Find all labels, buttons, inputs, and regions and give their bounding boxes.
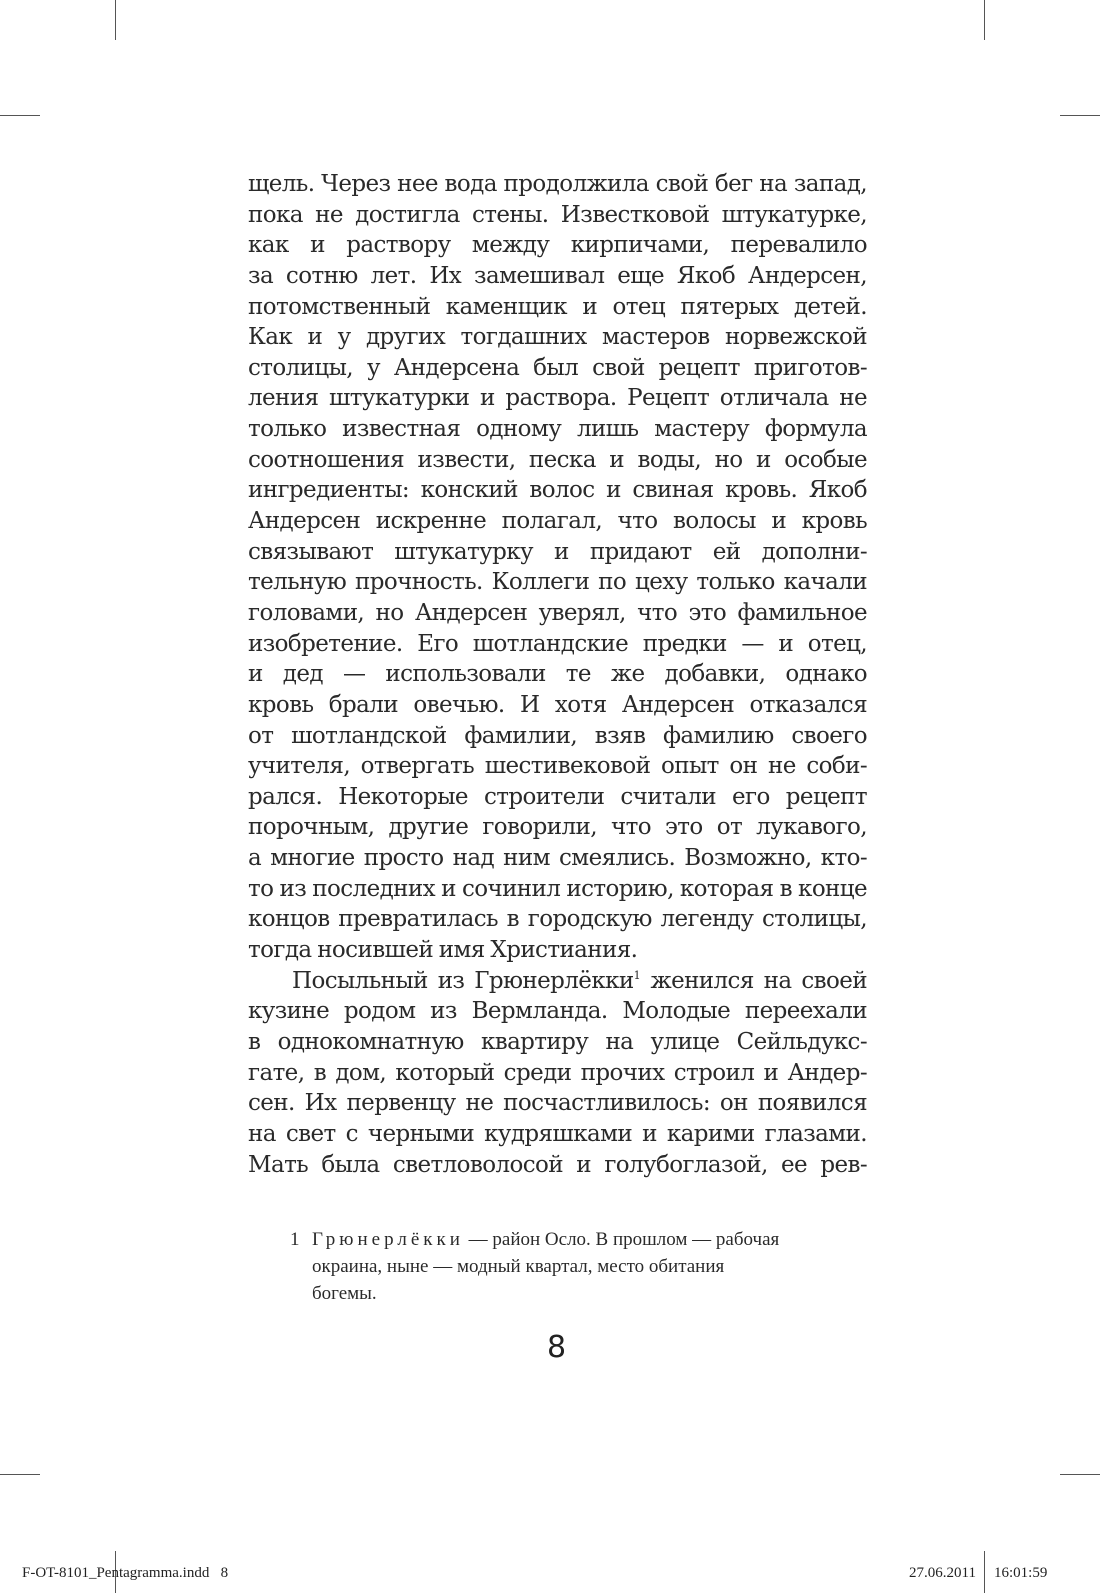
slug-filename-block (22, 1565, 228, 1582)
slug-date: 27.06.2011 (909, 1565, 976, 1581)
crop-mark-bottom-left-horizontal (0, 1474, 40, 1475)
text-line: от шотландской фамилии, взяв фамилию своего (248, 722, 867, 749)
text-line: сен. Их первенцу не посчастливилось: он появился (248, 1090, 867, 1117)
footnote-term: Грюнерлёкки (312, 1229, 464, 1250)
page-number: 8 (546, 1330, 567, 1365)
text-line: только известная одному лишь мастеру формула (248, 416, 867, 443)
text-line: и дед — использовали те же добавки, однако (248, 661, 867, 688)
text-line: тельную прочность. Коллеги по цеху только качали (248, 569, 867, 596)
text-line: Мать была светловолосой и голубоглазой, ее рев- (248, 1151, 867, 1178)
slug-filename: F-OT-8101_Pentagramma.indd (22, 1565, 210, 1581)
text-line: то из последних и сочинил историю, которая в конце (248, 875, 867, 902)
text-line: кузине родом из Вермланда. Молодые переехали (248, 998, 867, 1025)
text-line: концов превратилась в городскую легенду столицы, (248, 906, 867, 933)
text-line: ления штукатурки и раствора. Рецепт отличала не (248, 385, 867, 412)
text-line: рался. Некоторые строители считали его рецепт (248, 783, 867, 810)
footnote-line: богемы. (312, 1283, 377, 1304)
text-line: порочным, другие говорили, что это от лукавого, (248, 814, 867, 841)
text-line: а многие просто над ним смеялись. Возможно, кто- (248, 845, 867, 872)
crop-mark-top-left-vertical (115, 0, 116, 40)
text-line: как и раствору между кирпичами, перевалило (248, 232, 867, 259)
body-text (248, 169, 867, 1180)
crop-mark-top-right-horizontal (1060, 115, 1100, 116)
text-line: Андерсен искренне полагал, что волосы и кровь (248, 508, 867, 535)
slug-page: 8 (220, 1565, 229, 1581)
text-line: учителя, отвергать шестивековой опыт он не соби- (248, 753, 867, 780)
footnote-line (290, 1226, 866, 1253)
paragraph-start-line (248, 966, 867, 997)
footnote-text: — район Осло. В прошлом — рабочая (463, 1229, 780, 1250)
text-line: щель. Через нее вода продолжила свой бег на запад, (248, 171, 867, 197)
footnote-line: окраина, ныне — модный квартал, место обитания (312, 1256, 725, 1277)
text-line: гате, в дом, который среди прочих строил и Андер- (248, 1059, 867, 1086)
text-line: Как и у других тогдашних мастеров норвежской (248, 324, 867, 351)
text-line: головами, но Андерсен уверял, что это фамильное (248, 599, 867, 626)
text-line: на свет с черными кудряшками и карими глазами. (248, 1120, 867, 1147)
text-line: в однокомнатную квартиру на улице Сейльдукс- (248, 1028, 867, 1055)
crop-mark-top-left-horizontal (0, 115, 40, 116)
text-fragment: Посыльный из Грюнерлёкки (292, 967, 634, 994)
text-line: потомственный каменщик и отец пятерых детей. (248, 293, 867, 320)
crop-mark-top-right-vertical (984, 0, 985, 40)
text-line: тогда носившей имя Христиания. (248, 937, 638, 964)
footnote-reference[interactable]: 1 (633, 968, 641, 982)
text-line: соотношения извести, песка и воды, но и особые (248, 446, 867, 473)
footnote (290, 1226, 866, 1307)
text-line: кровь брали овечью. И хотя Андерсен отказался (248, 691, 867, 718)
text-line: изобретение. Его шотландские предки — и отец, (248, 630, 867, 657)
footnote-number: 1 (290, 1229, 300, 1250)
slug-time: 16:01:59 (994, 1565, 1048, 1581)
text-fragment: женился на своей (640, 967, 867, 994)
text-line: ингредиенты: конский волос и свиная кровь. Якоб (248, 477, 867, 504)
text-line: за сотню лет. Их замешивал еще Якоб Андерсен, (248, 262, 867, 289)
text-line: пока не достигла стены. Известковой штукатурке, (248, 201, 867, 228)
text-line: связывают штукатурку и придают ей дополни- (248, 538, 867, 565)
crop-mark-bottom-right-horizontal (1060, 1474, 1100, 1475)
text-line: столицы, у Андерсена был свой рецепт приготов- (248, 354, 867, 381)
crop-mark-bottom-right-vertical (984, 1551, 985, 1593)
